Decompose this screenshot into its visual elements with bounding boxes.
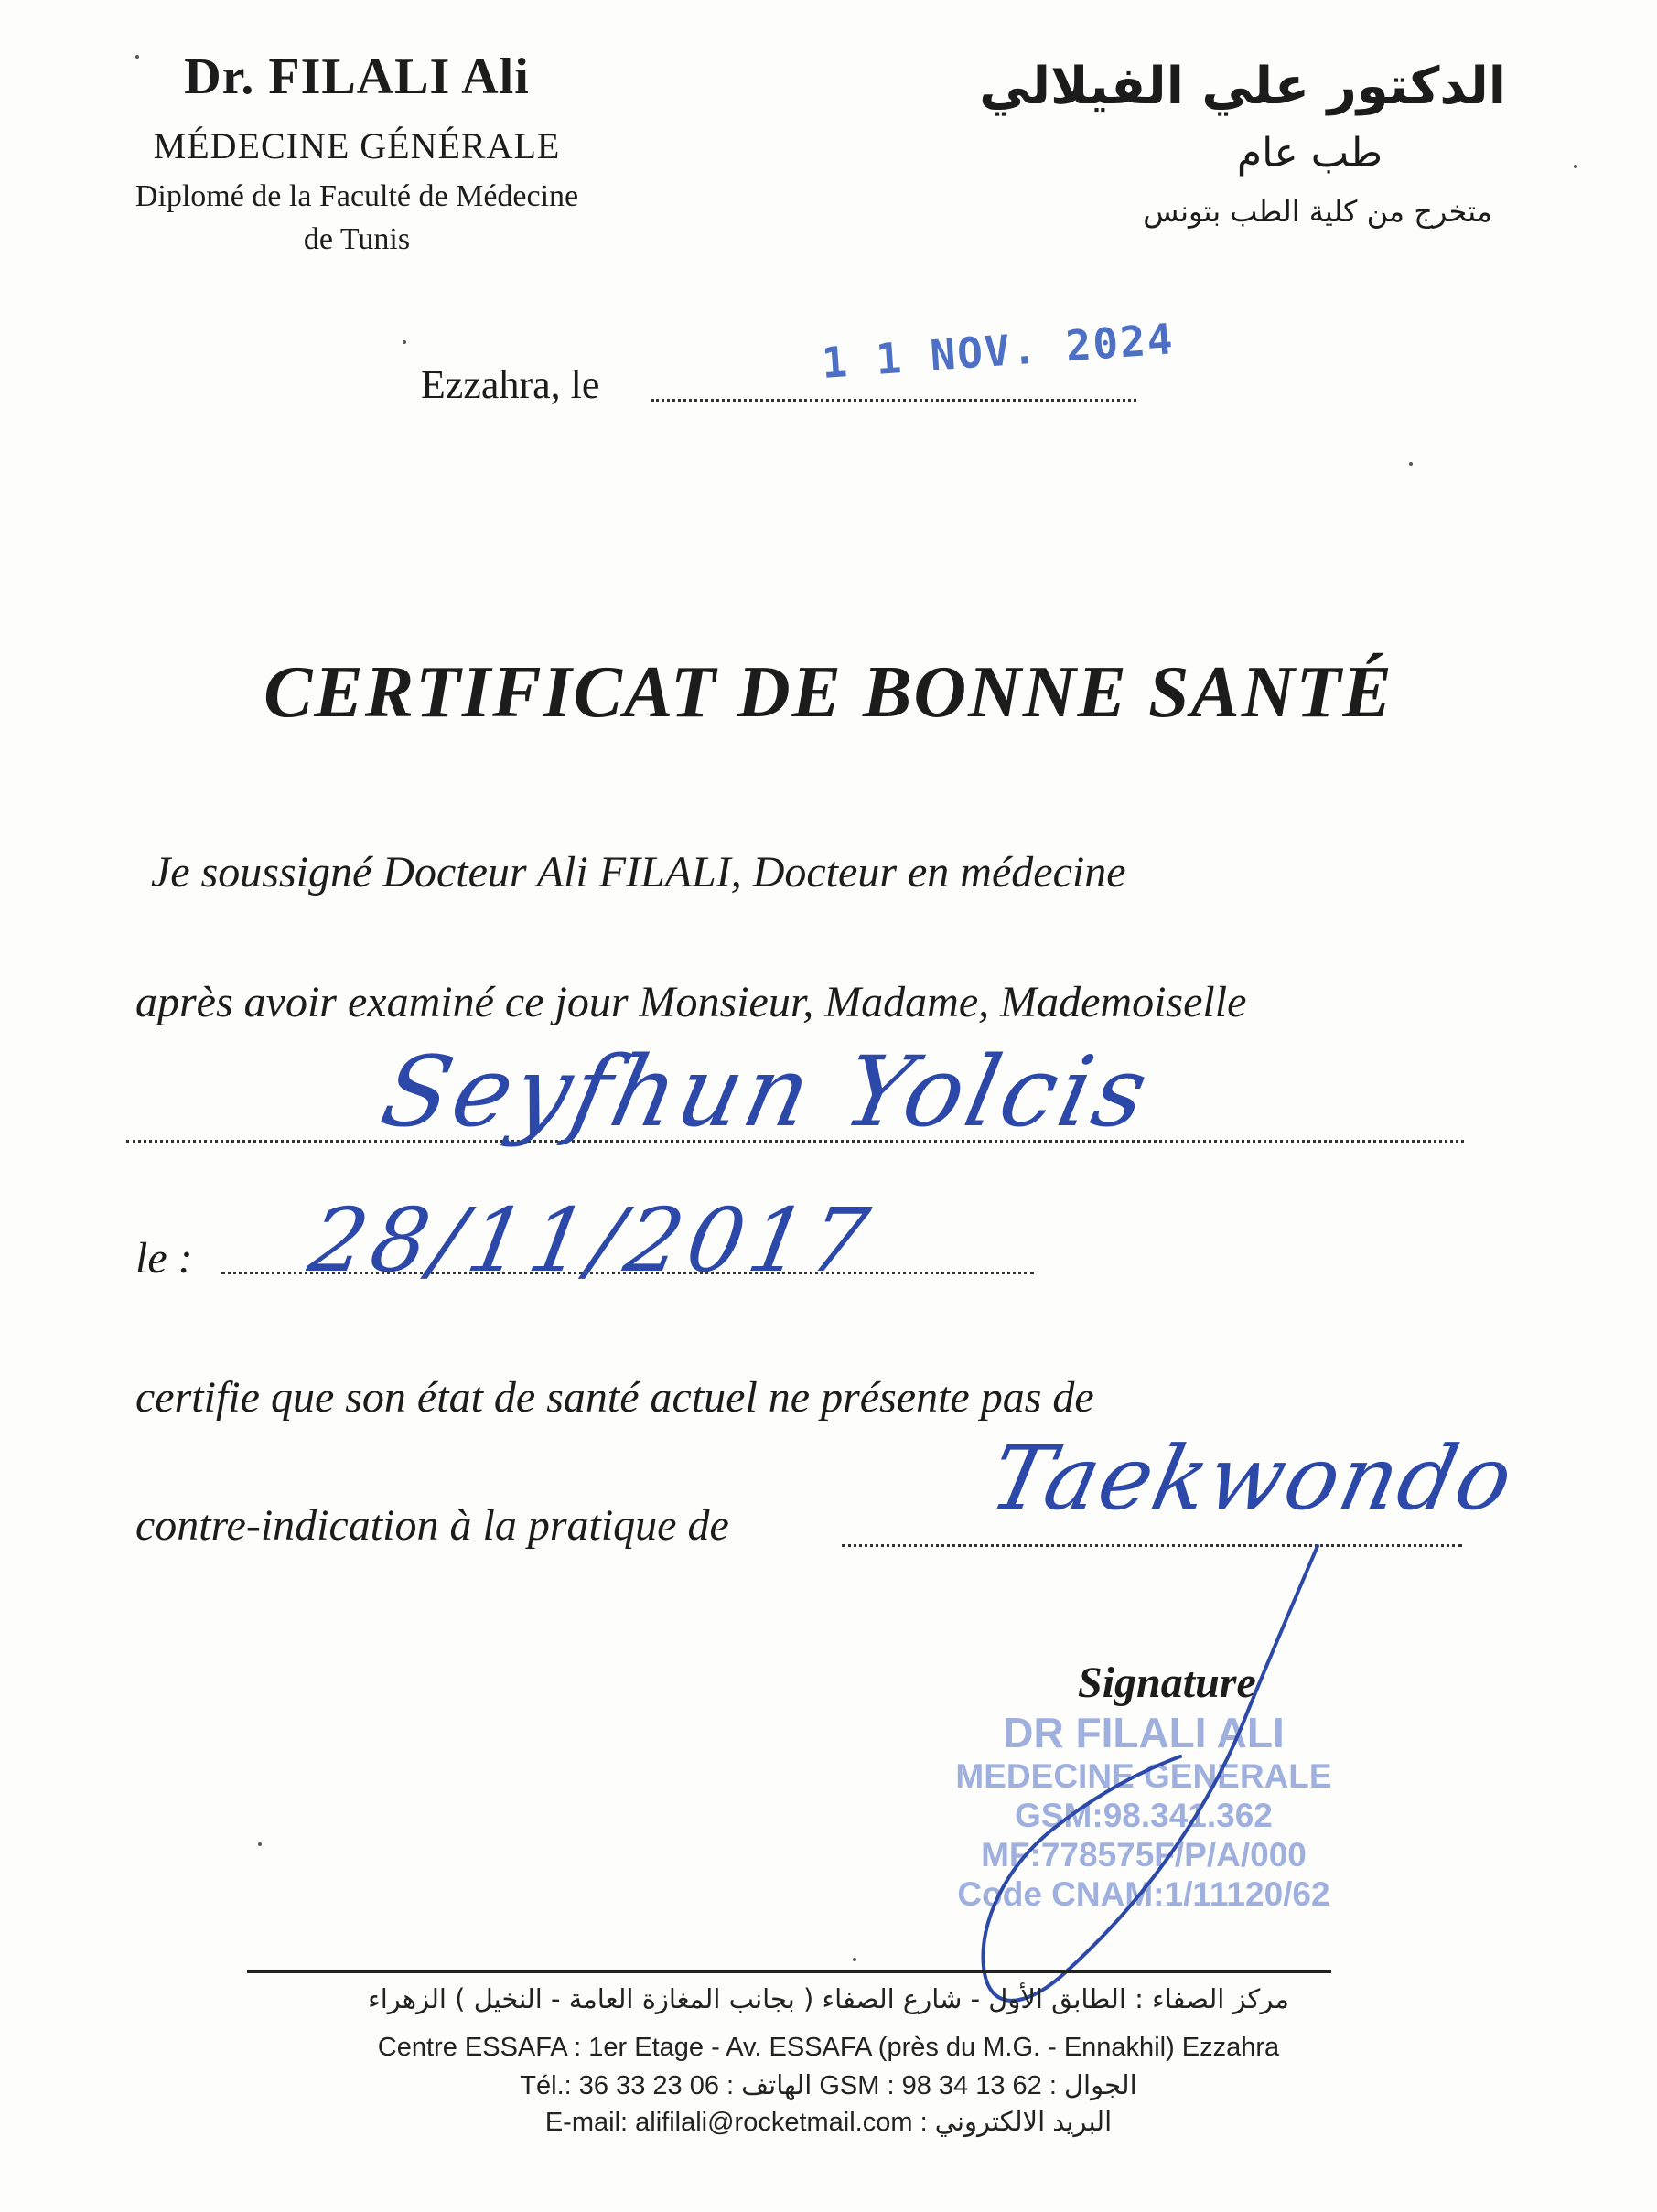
scan-speck bbox=[1409, 462, 1413, 466]
scan-speck bbox=[135, 55, 139, 59]
date-dotted-line bbox=[651, 399, 1136, 402]
stamp-line-3: GSM:98.341.362 bbox=[1015, 1797, 1273, 1835]
handwritten-birthdate: 28/11/2017 bbox=[302, 1189, 882, 1292]
doctor-stamp bbox=[920, 1709, 1368, 1915]
body-line-2: après avoir examiné ce jour Monsieur, Madame, Mademoiselle bbox=[135, 978, 1247, 1026]
footer-email: E-mail: alifilali@rocketmail.com : البريد الالكتروني bbox=[544, 2108, 1113, 2137]
footer-phones: Tél.: 36 33 23 06 : الهاتف GSM : 98 34 13 62 : الجوال bbox=[520, 2071, 1137, 2100]
doctor-specialty: MÉDECINE GÉNÉRALE bbox=[153, 125, 561, 166]
signature-label: Signature bbox=[1078, 1659, 1256, 1707]
body-line-4: contre-indication à la pratique de bbox=[135, 1501, 729, 1550]
handwritten-patient-name: Seyfhun Yolcis bbox=[371, 1036, 1161, 1148]
doctor-diploma-line1: Diplomé de la Faculté de Médecine bbox=[134, 179, 579, 213]
stamp-line-5: Code CNAM:1/11120/62 bbox=[957, 1875, 1330, 1914]
date-stamp: 1 1 NOV. 2024 bbox=[820, 314, 1177, 388]
sport-dotted-line bbox=[842, 1544, 1462, 1547]
certificate-title: CERTIFICAT DE BONNE SANTÉ bbox=[264, 652, 1393, 733]
footer-address: Centre ESSAFA : 1er Etage - Av. ESSAFA (près du M.G. - Ennakhil) Ezzahra bbox=[377, 2033, 1280, 2062]
date-label: Ezzahra, le bbox=[421, 362, 600, 407]
scan-speck bbox=[853, 1958, 856, 1961]
doctor-specialty-arabic: طب عام bbox=[1236, 130, 1383, 177]
scan-speck bbox=[1574, 165, 1577, 168]
footer-divider bbox=[247, 1970, 1331, 1973]
handwritten-sport: Taekwondo bbox=[982, 1427, 1523, 1530]
footer-address-arabic: مركز الصفاء : الطابق الأول - شارع الصفاء ( بجانب المغازة العامة - النخيل ) الزهراء bbox=[368, 1983, 1289, 2014]
scan-speck bbox=[403, 340, 406, 344]
doctor-diploma-arabic: متخرج من كلية الطب بتونس bbox=[1143, 194, 1492, 229]
stamp-line-2: MEDECINE GENERALE bbox=[955, 1757, 1332, 1796]
stamp-line-1: DR FILALI ALI bbox=[1003, 1709, 1285, 1756]
birthdate-label: le : bbox=[135, 1234, 193, 1283]
body-line-3: certifie que son état de santé actuel ne présente pas de bbox=[135, 1373, 1094, 1422]
body-line-1: Je soussigné Docteur Ali FILALI, Docteur en médecine bbox=[151, 848, 1126, 897]
stamp-line-4: MF:778575F/P/A/000 bbox=[981, 1836, 1307, 1874]
scan-speck bbox=[258, 1842, 262, 1846]
doctor-name-arabic: الدكتور علي الفيلالي bbox=[979, 57, 1506, 116]
doctor-diploma-line2: de Tunis bbox=[303, 222, 411, 256]
doctor-name: Dr. FILALI Ali bbox=[184, 48, 530, 105]
